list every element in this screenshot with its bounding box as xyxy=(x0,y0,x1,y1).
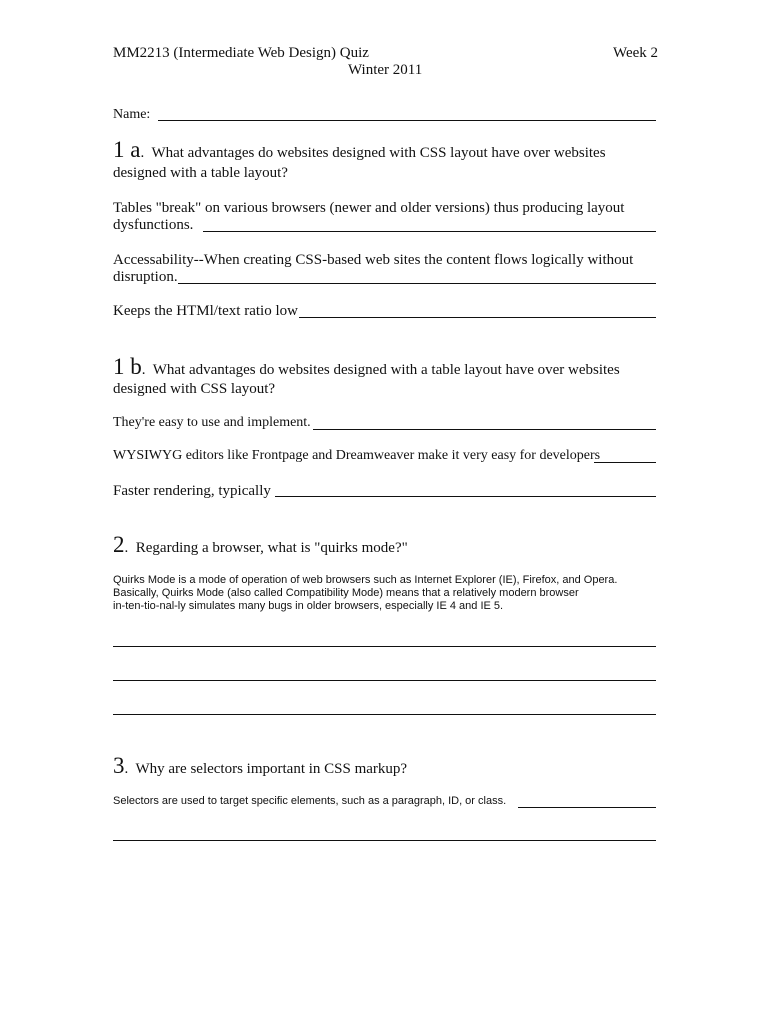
answer-1a-2-line[interactable] xyxy=(178,283,656,284)
answer-2-blank-line-1[interactable] xyxy=(113,646,656,647)
course-title: MM2213 (Intermediate Web Design) Quiz xyxy=(113,45,369,61)
answer-3-text: Selectors are used to target specific elements, such as a paragraph, ID, or class. xyxy=(113,795,507,807)
answer-2-line1: Quirks Mode is a mode of operation of web browsers such as Internet Explorer (IE), Firefox, and Opera. xyxy=(113,574,618,586)
term-label: Winter 2011 xyxy=(348,62,423,78)
answer-2-line3: in-ten-tio-nal-ly simulates many bugs in older browsers, especially IE 4 and IE 5. xyxy=(113,600,504,612)
answer-1a-2-line1: Accessability--When creating CSS-based web sites the content flows logically without xyxy=(113,252,634,268)
answer-1a-1-line1: Tables "break" on various browsers (newer and older versions) thus producing layout xyxy=(113,200,625,216)
question-3-prompt: 3. Why are selectors important in CSS markup? xyxy=(113,753,408,778)
answer-1a-1-line[interactable] xyxy=(203,231,656,232)
answer-1a-2-line2: disruption. xyxy=(113,269,178,285)
question-1a-prompt: 1 a. What advantages do websites designed with CSS layout have over websites xyxy=(113,137,606,162)
answer-2-line2: Basically, Quirks Mode (also called Compatibility Mode) means that a relatively modern browser xyxy=(113,587,579,599)
answer-1a-3-text: Keeps the HTMl/text ratio low xyxy=(113,303,298,319)
answer-1b-1-line[interactable] xyxy=(313,429,656,430)
name-answer-line[interactable] xyxy=(158,120,656,121)
question-1b-prompt: 1 b. What advantages do websites designed with a table layout have over websites xyxy=(113,354,620,379)
answer-3-line[interactable] xyxy=(518,807,656,808)
answer-1b-1-text: They're easy to use and implement. xyxy=(113,415,311,430)
answer-1b-3-line[interactable] xyxy=(275,496,656,497)
week-label: Week 2 xyxy=(613,45,659,61)
question-2-text: Regarding a browser, what is "quirks mode?" xyxy=(135,540,408,556)
question-1a-number: 1 a xyxy=(113,137,141,162)
answer-3-blank-line[interactable] xyxy=(113,840,656,841)
question-2-prompt: 2. Regarding a browser, what is "quirks mode?" xyxy=(113,532,408,557)
answer-1b-2-text: WYSIWYG editors like Frontpage and Dreamweaver make it very easy for developers xyxy=(113,448,601,463)
question-1b-text-line2: designed with CSS layout? xyxy=(113,381,276,397)
question-1a-text-line2: designed with a table layout? xyxy=(113,165,288,181)
question-3-number: 3 xyxy=(113,753,125,778)
answer-1a-3-line[interactable] xyxy=(299,317,656,318)
question-1a-text-line1: What advantages do websites designed with CSS layout have over websites xyxy=(151,145,606,161)
name-label: Name: xyxy=(113,107,151,122)
answer-2-blank-line-3[interactable] xyxy=(113,714,656,715)
answer-1b-2-line[interactable] xyxy=(594,462,656,463)
question-2-number: 2 xyxy=(113,532,125,557)
question-3-text: Why are selectors important in CSS markup? xyxy=(135,761,408,777)
answer-1a-1-line2: dysfunctions. xyxy=(113,217,194,233)
answer-1b-3-text: Faster rendering, typically xyxy=(113,483,271,499)
answer-2-blank-line-2[interactable] xyxy=(113,680,656,681)
question-1b-text-line1: What advantages do websites designed with a table layout have over websites xyxy=(152,362,620,378)
question-1b-number: 1 b xyxy=(113,354,142,379)
